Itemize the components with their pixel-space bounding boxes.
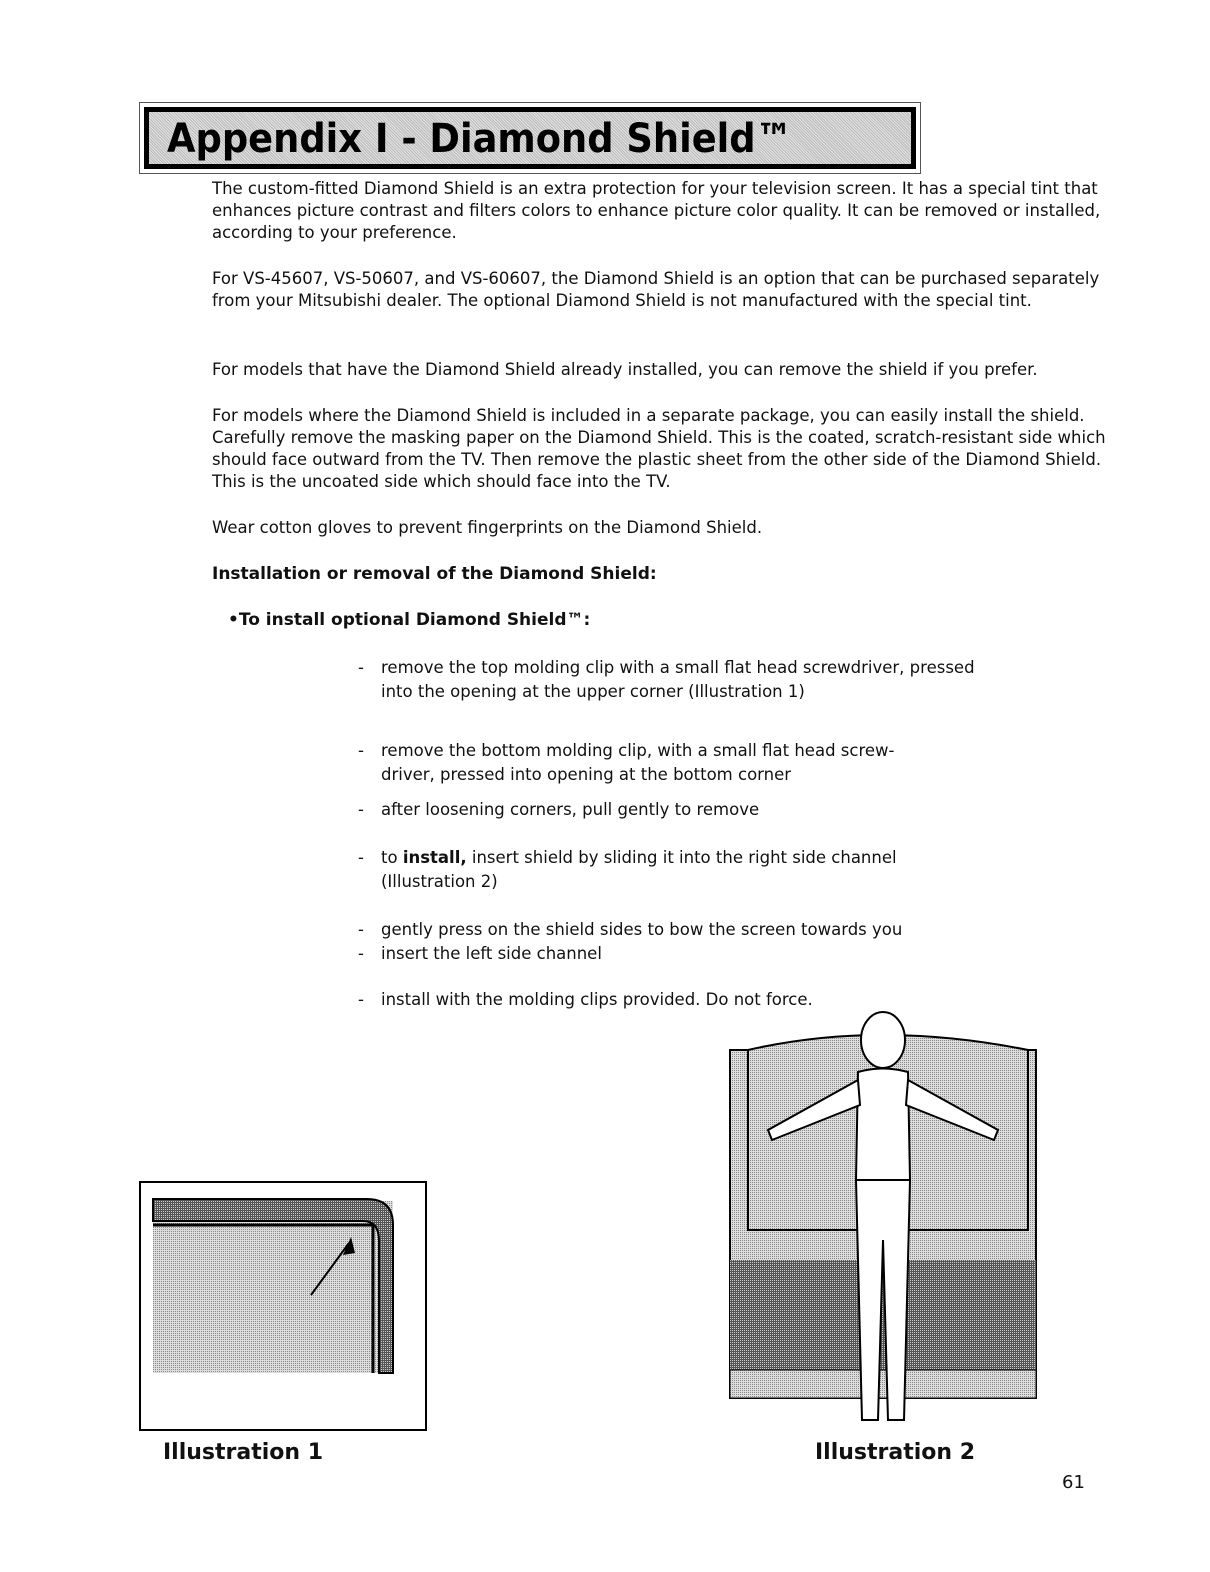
illustration-2-caption: Illustration 2 xyxy=(815,1440,976,1465)
title-banner xyxy=(139,102,921,174)
intro-paragraph: The custom-fitted Diamond Shield is an extra protection for your television screen. It has a special tint that enhances picture contrast and filters colors to enhance picture color quality. It can be removed or installed, according to your preference. xyxy=(212,179,1101,242)
install-paragraph: For models where the Diamond Shield is included in a separate package, you can easily install the shield. Carefully remove the masking paper on the Diamond Shield. This is the coated, scratch-resistant side which should face outward from the TV. Then remove the plastic sheet from the other side of the Diamond Shield. This is the uncoated side which should face into the TV. xyxy=(212,406,1106,491)
subheading: •To install optional Diamond Shield™: xyxy=(228,610,591,630)
illustration-1-corner-image xyxy=(139,1181,429,1433)
step: - to install, insert shield by sliding it into the right side channel (Illustration 2) xyxy=(358,848,897,891)
page-title: Appendix I - Diamond Shield™ xyxy=(167,116,793,162)
step: - install with the molding clips provided. Do not force. xyxy=(358,990,813,1009)
gloves-paragraph: Wear cotton gloves to prevent fingerprints on the Diamond Shield. xyxy=(212,518,763,537)
step: - remove the bottom molding clip, with a small flat head screw-driver, pressed into opening at the bottom corner xyxy=(358,741,895,784)
page-number: 61 xyxy=(1062,1472,1085,1493)
step: - insert the left side channel xyxy=(358,944,602,963)
illustration-2-person-installing-shield xyxy=(728,1010,1040,1440)
section-heading: Installation or removal of the Diamond Shield: xyxy=(212,564,657,584)
step: - gently press on the shield sides to bow the screen towards you xyxy=(358,920,903,939)
step: - after loosening corners, pull gently to remove xyxy=(358,800,760,819)
models-paragraph: For VS-45607, VS-50607, and VS-60607, the Diamond Shield is an option that can be purchased separately from your Mitsubishi dealer. The optional Diamond Shield is not manufactured with the special tint. xyxy=(212,269,1100,310)
remove-paragraph: For models that have the Diamond Shield already installed, you can remove the shield if you prefer. xyxy=(212,360,1038,379)
illustration-1-caption: Illustration 1 xyxy=(163,1440,324,1465)
step: - remove the top molding clip with a small flat head screwdriver, pressed into the opening at the upper corner (Illustration 1) xyxy=(358,658,975,701)
